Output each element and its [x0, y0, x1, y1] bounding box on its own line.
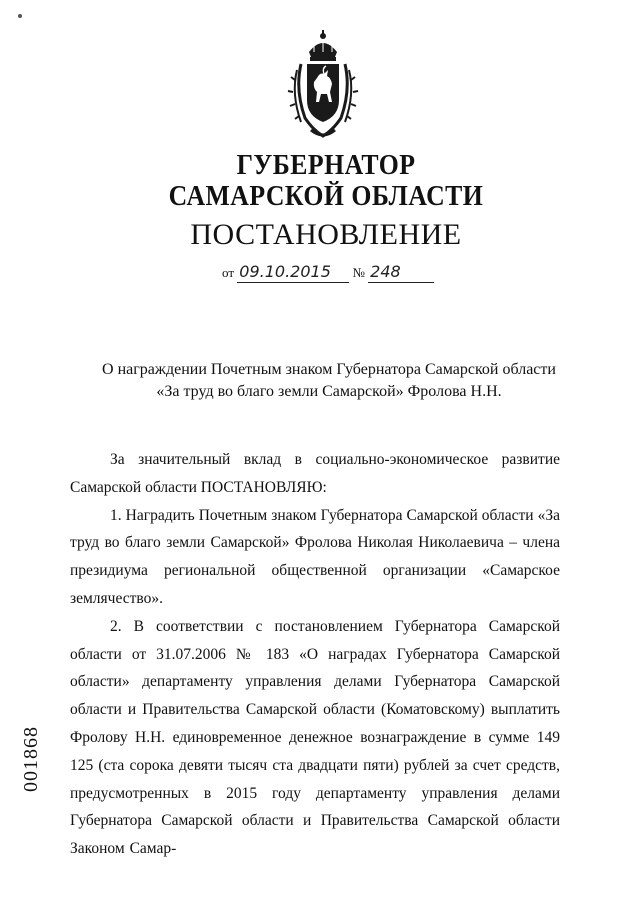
item-2-paragraph: 2. В соответствии с постановлением Губернатора Самарской области от 31.07.2006 № 183 «О наградах Губернатора Самарской области» департаменту управления делами Губернатора Самарской области и Правительства Самарской области (Коматовскому) выплатить Фролову Н.Н. единовременное денежное вознаграждение в сумме 149 125 (ста сорока девяти тысяч ста двадцати пяти) рублей за счет средств, предусмотренных в 2015 году департаменту управления делами Губернатора Самарской области и Правительства Самарской области Законом Самар- — [70, 617, 560, 858]
item-1-paragraph: 1. Наградить Почетным знаком Губернатора Самарской области «За труд во благо земли Самарской» Фролова Николая Николаевича – члена президиума региональной общественной организации «Самарское землячество». — [70, 506, 560, 607]
subject-line: «За труд во благо земли Самарской» Фролова Н.Н. — [156, 383, 502, 400]
title-region: САМАРСКОЙ ОБЛАСТИ — [168, 181, 484, 212]
archive-number: 001868 — [20, 726, 42, 792]
subject-line: О награждении Почетным знаком Губернатора Самарской области — [102, 361, 556, 378]
decree-body — [70, 446, 560, 863]
from-label: от — [222, 265, 235, 280]
title-governor: ГУБЕРНАТОР — [236, 150, 416, 181]
handwritten-date: 09.10.2015 — [237, 262, 349, 283]
handwritten-number: 248 — [368, 262, 434, 283]
scan-dot — [18, 14, 22, 18]
number-label: № — [352, 265, 365, 280]
preamble-paragraph: За значительный вклад в социально-экономическое развитие Самарской области ПОСТАНОВЛЯЮ: — [70, 451, 560, 496]
date-number-line — [222, 262, 434, 283]
document-type-heading: ПОСТАНОВЛЕНИЕ — [190, 218, 462, 251]
decree-subject — [90, 359, 568, 403]
coat-of-arms-icon — [287, 30, 359, 142]
